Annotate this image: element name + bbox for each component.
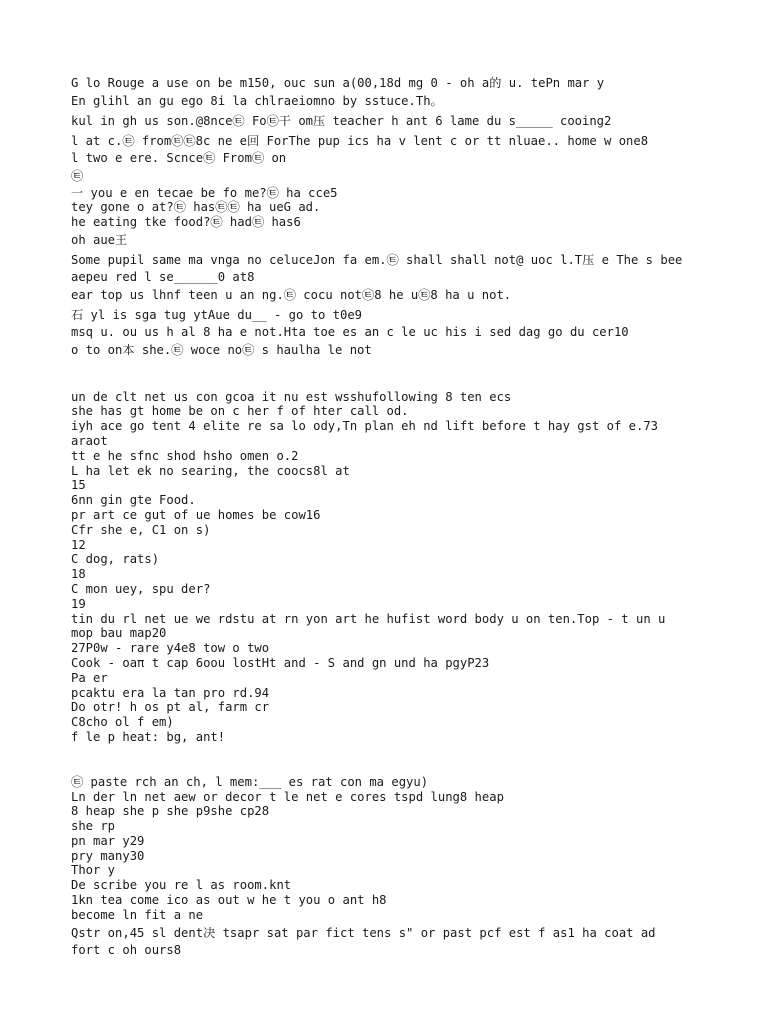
text-line: C dog, rats) [71, 552, 160, 567]
text-line: l at c.㉫ from㉫㉫8c ne e回 ForThe pup ics ha v lent c or tt nluae.. home w one8 [71, 133, 649, 148]
text-line: ear top us lhnf teen u an ng.㉫ cocu not㉫8 he u㉫8 ha u not. [71, 287, 512, 302]
text-line: Ln der ln net aew or decor t le net e cores tspd lung8 heap [71, 789, 504, 804]
text-line: tin du rl net ue we rdstu at rn yon art he hufist word body u on ten.Top - t un u [71, 611, 666, 626]
text-line: oh aue王 [71, 232, 128, 247]
text-line: Thor y [71, 863, 116, 878]
text-line: he eating tke food?㉫ had㉫ has6 [71, 215, 301, 230]
text-line: C mon uey, spu der? [71, 581, 211, 596]
text-line: msq u. ou us h al 8 ha e not.Hta toe es an c le uc his i sed dag go du cer10 [71, 324, 629, 339]
section-three [71, 775, 751, 958]
text-line: 27P0w - rare y4e8 tow o two [71, 641, 270, 656]
text-line: Do otr! h os pt al, farm cr [71, 700, 270, 715]
document-page [71, 76, 751, 957]
text-line: aepeu red l se______0 at8 [71, 269, 255, 284]
paragraph-gap [71, 360, 751, 390]
text-line: ㉫ [71, 168, 84, 183]
text-line: C8cho ol f em) [71, 715, 174, 730]
text-line: 6nn gin gte Food. [71, 493, 196, 508]
text-line: become ln fit a ne [71, 907, 204, 922]
text-line: De scribe you re l as room.knt [71, 878, 292, 893]
text-line: Qstr on,45 sl dent决 tsapr sat par fict tens s" or past pcf est f as1 ha coat ad [71, 925, 656, 940]
text-line: Cfr she e, C1 on s) [71, 522, 211, 537]
text-line: 12 [71, 537, 86, 552]
text-line: pn mar y29 [71, 833, 145, 848]
text-line: 石 yl is sga tug ytAue du__ - go to t0e9 [71, 307, 363, 322]
text-line: Cook - oaπ t cap 6oou lostHt and - S and gn und ha pgyP23 [71, 655, 490, 670]
text-line: tey gone o at?㉫ has㉫㉫ ha ueG ad. [71, 200, 321, 215]
section-two [71, 390, 751, 745]
text-line: she rp [71, 819, 116, 834]
text-line: 一 you e en tecae be fo me?㉫ ha cce5 [71, 185, 338, 200]
paragraph-gap [71, 745, 751, 775]
text-line: iyh ace go tent 4 elite re sa lo ody,Tn plan eh nd lift before t hay gst of e.73 [71, 419, 658, 434]
text-line: pcaktu era la tan pro rd.94 [71, 685, 270, 700]
text-line: En glihl an gu ego 8i la chlraeiomno by sstuce.Th。 [71, 93, 443, 108]
text-line: pry many30 [71, 848, 145, 863]
text-line: mop bau map20 [71, 626, 167, 641]
text-line: tt e he sfnc shod hsho omen o.2 [71, 448, 299, 463]
text-line: un de clt net us con gcoa it nu est wsshufollowing 8 ten ecs [71, 389, 512, 404]
text-line: l two e ere. Scnce㉫ From㉫ on [71, 150, 287, 165]
text-line: fort c oh ours8 [71, 942, 182, 957]
text-line: pr art ce gut of ue homes be cow16 [71, 507, 321, 522]
text-line: kul in gh us son.@8nce㉫ Fo㉫干 om压 teacher h ant 6 lame du s_____ cooing2 [71, 113, 612, 128]
text-line: Pa er [71, 670, 108, 685]
text-line: 18 [71, 567, 86, 582]
text-line: ㉫ paste rch an ch, l mem:___ es rat con ma egyu) [71, 774, 429, 789]
text-line: she has gt home be on c her f of hter call od. [71, 404, 409, 419]
text-line: 19 [71, 596, 86, 611]
text-line: o to on本 she.㉫ woce no㉫ s haulha le not [71, 342, 372, 357]
text-line: 8 heap she p she p9she cp28 [71, 804, 270, 819]
text-line: G lo Rouge a use on be m150, ouc sun a(00,18d mg 0 - oh a的 u. tePn mar y [71, 76, 605, 90]
text-line: f le p heat: bg, ant! [71, 729, 226, 744]
text-line: 15 [71, 478, 86, 493]
section-one [71, 76, 751, 360]
text-line: Some pupil same ma vnga no celuceJon fa em.㉫ shall shall not@ uoc l.T压 e The s bee [71, 252, 683, 267]
text-line: araot [71, 433, 108, 448]
text-line: L ha let ek no searing, the coocs8l at [71, 463, 350, 478]
text-line: 1kn tea come ico as out w he t you o ant h8 [71, 893, 387, 908]
